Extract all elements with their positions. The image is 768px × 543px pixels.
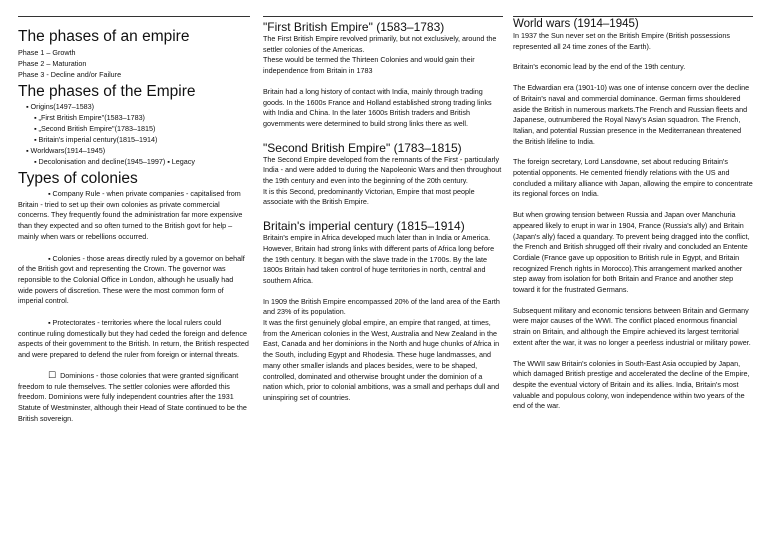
outline-decolonisation: ▪ Decolonisation and decline(1945–1997) ▪ Legacy — [34, 157, 195, 166]
middle-column — [263, 0, 503, 404]
empire-outline — [18, 101, 250, 167]
outline-second-empire: ▪ „Second British Empire"(1783–1815) — [34, 124, 156, 133]
type-protectorates: ▪ Protectorates - territories where the local rulers could continue ruling domestically but they had ceded the foreign and defence aspects of their government to the British. In return, the British respected and were prepared to defend the ruler from foreign or internal threats. — [18, 318, 249, 360]
heading-imperial-century: Britain's imperial century (1815–1914) — [263, 219, 465, 234]
type-colonies: ▪ Colonies - those areas directly ruled by a governor on behalf of the British govt and representing the Crown. The governor was reponsible to the Colonial Office in London, although he usually had wide powers of discretion. These were the most common form of imperial control. — [18, 253, 245, 306]
para-thirteen-colonies: These would be termed the Thirteen Colonies and would gain their independence from Britain in 1783 — [263, 55, 475, 76]
para-sun-never-set: In 1937 the Sun never set on the British Empire (British possessions represented all 24 time zones of the Earth). — [513, 31, 730, 51]
para-entente-cordiale: But when growing tension between Russia and Japan over Manchuria appeared likely to erupt in war in 1904, France (Russia's ally) and Britain (Japan's ally) faced a quandary. To prevent being dragged into the conflict, the French and British shrugged off their rivalry and concluded an Entente Cordiale (France gave up opposition to British rule in Egypt, and Britain recognized French rights in Morocco).This arrangement marked another step away from isolation for both Britain and France and another step toward it for the frustrated Germans. — [513, 210, 750, 295]
type-company-rule: ▪ Company Rule - when private companies - capitalised from Britain - tried to set up their own colonies as private commercial concerns. They frequently found the administration far more expensive than they expected and so often turned to the British govt for help – mainly when wars or rebellions occurred. — [18, 189, 243, 241]
para-global-empire: It was the first genuinely global empire, an empire that ranged, at times, from the American colonies in the West, Australia and New Zealand in the East, Canada and her dominions in the North and huge chunks of Africa in the South, including Egypt and Rhodesia. These huge landmasses, and many other smaller islands and places besides, were to be shaped, controlled, dominated and otherwise brought under the dominion of a nation which, prior to colonial ambitions, was a small and perhaps dull and uninspiring set of countries. — [263, 318, 500, 402]
para-second-empire: The Second Empire developed from the remnants of the First - particularly India - and were added to during the Napoleonic Wars and then throughout the 19th century and even into the beginning of the 20th century. — [263, 154, 502, 186]
outline-origins: ▪ Origins(1497–1583) — [26, 102, 95, 111]
outline-first-empire: ▪ „First British Empire"(1583–1783) — [34, 113, 145, 122]
para-wwii: The WWII saw Britain's colonies in South-East Asia occupied by Japan, which damaged British prestige and accelerated the decline of the Empire, despite the eventual victory of Britain and its allies. India, Britain's most valuable and populous colony, won independence within two years of the end of the war. — [513, 358, 750, 411]
para-lansdowne: The foreign secretary, Lord Lansdowne, set about reducing Britain's potential opponents. He cemented friendly relations with the US and concluded a military alliance with Japan, allowing the empire to concentrate its regional forces on India. — [513, 157, 753, 199]
dominions-text: Dominions - those colonies that were granted significant freedom to rule themselves. The settler colonies were afforded this freedom. Dominions were fully independent countries after the 1931 Statute of Westminster, although their Head of State continued to be the British sovereign. — [18, 370, 247, 423]
heading-first-empire: "First British Empire" (1583–1783) — [263, 20, 445, 34]
para-first-empire: The First British Empire revolved primarily, but not exclusively, around the settler colonies of the Americas. — [263, 34, 497, 54]
phase-2: Phase 2 – Maturation — [18, 59, 87, 68]
para-india-contact: Britain had a long history of contact with India, mainly through trading goods. In the 1600s France and Holland established strong trading links with India and China. In the later 1600s British traders and British governments were determined to build strong links there as well. — [263, 86, 492, 128]
para-edwardian-era: The Edwardian era (1901-10) was one of intense concern over the decline of Britain's naval and commercial dominance. German firms shouldered aside the British in numerous markets.The French and Russian fleets and Japanese, outnumbered the Royal Navy's Asian squadron. The French, Italian, and potential Russian presence in the Mediterranean threatened the British lifeline to India. — [513, 83, 750, 146]
checkbox-mark-icon: ☐ — [48, 369, 57, 380]
heading-world-wars: World wars (1914–1945) — [513, 18, 639, 30]
para-economic-lead: Britain's economic lead by the end of the 19th century. — [513, 62, 686, 72]
para-wwi-tensions: Subsequent military and economic tensions between Britain and Germany were major causes of the WWI. The conflict placed enormous financial strain on Britain, and although the Empire achieved its largest territorial extent after the war, it was no longer a peerless industrial or military power. — [513, 305, 751, 347]
phase-3: Phase 3 - Decline and/or Failure — [18, 70, 122, 79]
para-africa: Britain's empire in Africa developed much later than in India or America. However, Britain had strong links with different parts of Africa long before the 19th century. It began with the slave trade in the 1700s. By the late 1800s Britain had taken control of huge territories in north, central and southern Africa. — [263, 233, 495, 285]
heading-second-empire: "Second British Empire" (1783–1815) — [263, 140, 462, 155]
right-column — [513, 0, 753, 412]
outline-imperial-century: ▪ Britain's imperial century(1815–1914) — [34, 135, 158, 144]
title-types-colonies: Types of colonies — [18, 170, 138, 187]
title-phases-the-empire: The phases of the Empire — [18, 83, 196, 100]
para-victorian-empire: It is this Second, predominantly Victorian, Empire that most people associate with the British Empire. — [263, 186, 475, 207]
phases-list — [18, 47, 250, 80]
left-column — [18, 0, 250, 424]
para-1909: In 1909 the British Empire encompassed 20% of the land area of the Earth and 23% of its population. — [263, 296, 500, 317]
type-dominions — [18, 370, 250, 425]
title-phases-empire: The phases of an empire — [18, 28, 190, 45]
outline-world-wars: ▪ Worldwars(1914–1945) — [26, 146, 106, 155]
phase-1: Phase 1 – Growth — [18, 48, 76, 57]
